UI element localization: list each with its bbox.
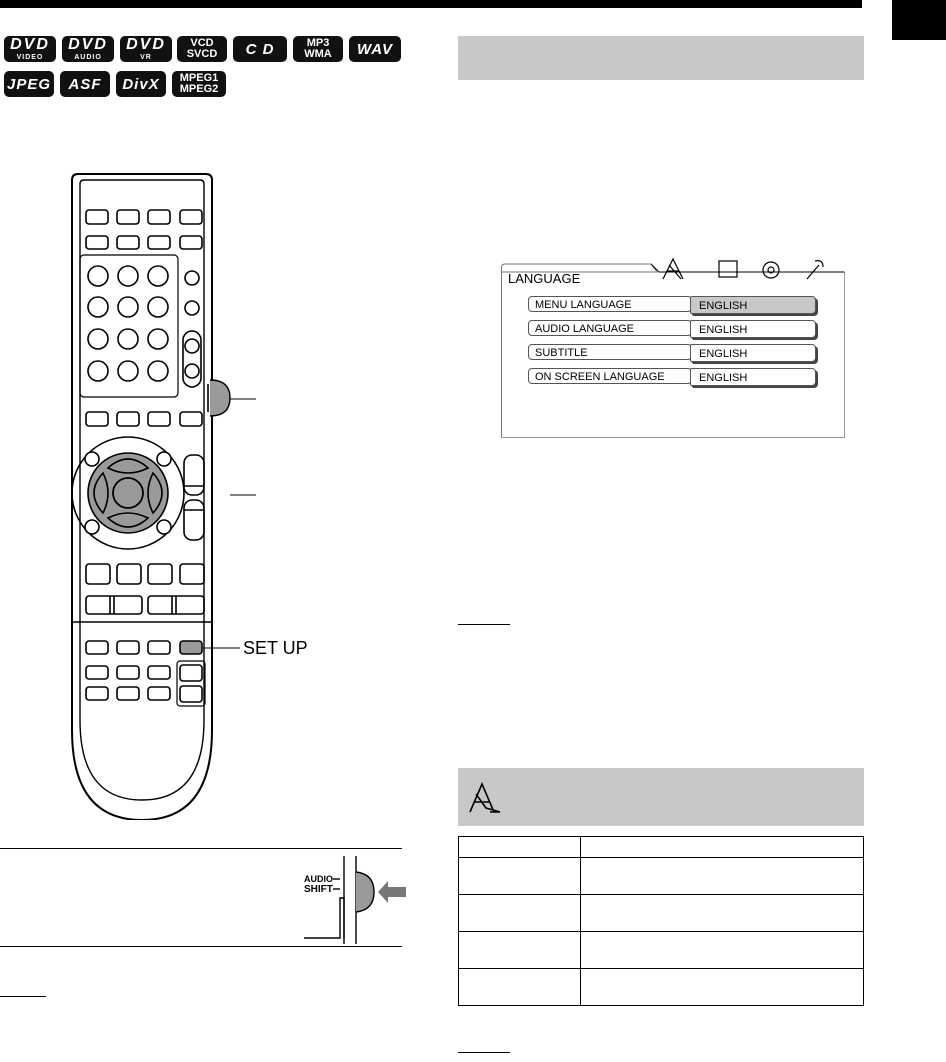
row-label: SUBTITLE: [528, 344, 692, 360]
format-badge-cd: C D: [233, 36, 287, 62]
language-icon: [466, 780, 506, 816]
top-rule: [0, 0, 862, 8]
menu-row-menu-language[interactable]: [528, 296, 816, 314]
setup-button-label: SET UP: [243, 638, 308, 658]
screen-category-tabs: [661, 257, 847, 283]
screen-title: LANGUAGE: [508, 271, 581, 286]
format-badge-wav: WAV: [349, 36, 401, 62]
picture-tab-icon: [719, 261, 737, 277]
row-value[interactable]: ENGLISH: [690, 296, 816, 314]
shift-label: SHIFT: [304, 884, 333, 895]
menu-row-subtitle[interactable]: [528, 344, 816, 362]
note-heading-underline-right: [458, 624, 510, 625]
format-badge-dvd-vr: DVD VR: [120, 36, 172, 62]
format-badge-vcd-svcd: VCD SVCD: [177, 36, 227, 62]
language-section-header: [458, 768, 864, 826]
table-header-row: [459, 837, 864, 858]
audio-shift-switch-illustration: [296, 852, 406, 944]
format-badge-asf: ASF: [60, 71, 110, 97]
note-top-rule: [0, 848, 402, 849]
row-label: ON SCREEN LANGUAGE: [528, 368, 692, 384]
row-value[interactable]: ENGLISH: [690, 368, 816, 386]
menu-row-audio-language[interactable]: [528, 320, 816, 338]
row-value[interactable]: ENGLISH: [690, 320, 816, 338]
section-header-bar: [458, 36, 864, 80]
table-row: [459, 932, 864, 969]
row-label: AUDIO LANGUAGE: [528, 320, 692, 336]
audio-tab-icon: [763, 262, 779, 278]
row-value[interactable]: ENGLISH: [690, 344, 816, 362]
format-badge-dvd-video: DVD VIDEO: [4, 36, 56, 62]
note-heading-underline: [0, 996, 46, 997]
format-badge-dvd-audio: DVD AUDIO: [62, 36, 114, 62]
format-badge-mpeg1-mpeg2: MPEG1 MPEG2: [172, 71, 226, 97]
table-row: [459, 969, 864, 1006]
note-heading-underline-bottom: [458, 1052, 510, 1053]
language-tab-icon: [663, 259, 683, 279]
note-bottom-rule: [0, 946, 402, 947]
remote-control-illustration: [60, 170, 320, 820]
section-tab-marker: [892, 0, 946, 40]
audio-label: AUDIO: [304, 874, 333, 884]
language-menu-screen: [501, 260, 845, 438]
settings-table: [458, 836, 864, 1006]
format-badge-jpeg: JPEG: [4, 71, 54, 97]
format-badge-divx: DivX: [116, 71, 166, 97]
other-tab-icon: [807, 261, 823, 279]
row-label: MENU LANGUAGE: [528, 296, 692, 312]
table-row: [459, 858, 864, 895]
format-badge-mp3-wma: MP3 WMA: [293, 36, 343, 62]
table-row: [459, 895, 864, 932]
menu-row-on-screen-language[interactable]: [528, 368, 816, 386]
